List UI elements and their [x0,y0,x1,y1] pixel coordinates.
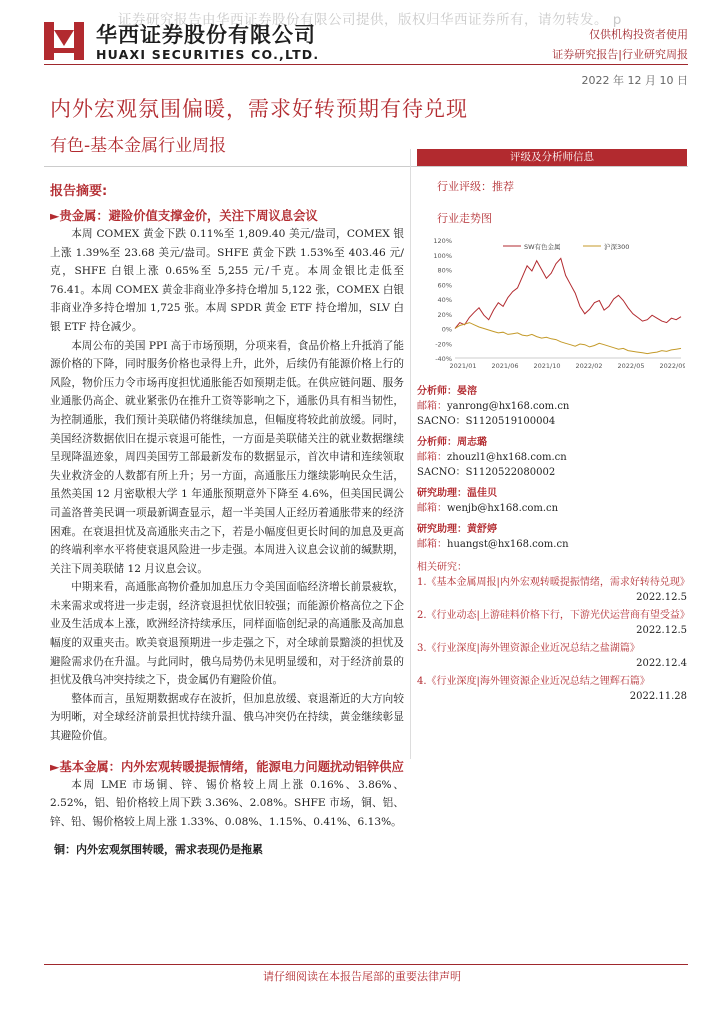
sidebar [417,149,690,707]
rating-label: 行业评级： [437,180,492,193]
x-tick-label: 2021/10 [533,362,561,370]
paragraph: 整体而言，虽短期数据或存在波折，但加息放缓、衰退渐近的大方向较为明晰，对全球经济前景担忧持续升温、俄乌冲突仍在持续，黄金继续彰显其避险价值。 [50,692,404,743]
audience-note: 仅供机构投资者使用 [589,28,688,41]
y-tick-label: 120% [433,237,452,245]
y-tick-label: 100% [433,251,452,260]
related-link[interactable]: 4.《行业深度|海外锂资源企业近况总结之锂辉石篇》 [417,676,650,687]
analyst-2: 分析师：周志璐 [417,437,487,448]
analyst-2-email: 邮箱：zhouzl1@hx168.com.cn [417,452,567,463]
related-date: 2022.12.4 [636,658,687,669]
footer-divider [44,964,688,965]
trend-chart-svg [423,230,685,378]
company-name-cn: 华西证券股份有限公司 [96,23,316,47]
section-heading-base-metals: ►基本金属：内外宏观转暖提振情绪，能源电力问题扰动铝锌供应 [50,759,404,774]
x-tick-label: 2022/09 [659,362,685,370]
rating-value: 推荐 [492,180,514,193]
assistant-2: 研究助理：黄舒婷 [417,524,497,535]
x-tick-label: 2022/05 [617,362,645,370]
y-tick-label: 80% [437,266,452,275]
related-date: 2022.12.5 [636,625,687,636]
series-line-sw [455,258,681,328]
x-tick-label: 2021/01 [449,362,477,370]
analyst-1: 分析师：晏溶 [417,386,477,397]
watermark: 证券研究报告由华西证券股份有限公司提供，版权归华西证券所有，请勿转发。 p [118,12,622,28]
column-divider [410,149,411,759]
analyst-1-sacno: SACNO：S1120519100004 [417,416,556,427]
y-tick-label: 20% [437,310,452,319]
assistant-2-email: 邮箱：huangst@hx168.com.cn [417,539,569,550]
related-research-heading: 相关研究： [417,562,467,573]
report-date: 2022 年 12 月 10 日 [581,74,688,87]
trend-chart [423,230,685,378]
paragraph: 中期来看，高通胀高物价叠加加息压力令美国面临经济增长前景疲软，未来需求或将进一步走弱，经济衰退担忧依旧较强；而能源价格高位之下企业及生活成本上涨，欧洲经济持续承压，同样面临创纪录的高通胀及高加息幅度的双重夹击。欧美衰退预期进一步走强之下，对全球前景黯淡的担忧及避险需求仍在升温。与此同时，俄乌局势仍未见明显缓和，对于经济前景的担忧及俄乌冲突持续之下，贵金属仍有避险价值。 [50,581,404,687]
paragraph: 本周 COMEX 黄金下跌 0.11%至 1,809.40 美元/盎司，COMEX 银上涨 1.39%至 23.68 美元/盎司。SHFE 黄金下跌 1.53%至 403.46 元/克，SHFE 白银上涨 0.65%至 5,255 元/千克。本周金银比走低至 76.41。本周 COMEX 黄金非商业净多持仓增加 5,122 张，COMEX 白银非商业净多持仓增加 1,725 张。本周 SPDR 黄金 ETF 持仓增加，SLV 白银 ETF 持仓减少。 [50,228,405,333]
paragraph: 本周公布的美国 PPI 高于市场预期，分项来看，食品价格上升抵消了能源价格的下降，同时服务价格也录得上升，此外，后续仍有能源价格上行的风险，物价压力令市场再度担忧通胀能否如预期走低。在供应链问题、服务业通胀仍高企、就业紧张仍在推升工资等影响之下，通胀仍具有相当韧性，为控制通胀，我们预计美联储仍将继续加息，但幅度将较此前放缓。同时，美国经济数据依旧在提示衰退可能性，一方面是美联储关注的就业数据继续呈现降温迹象，周四美国劳工部最新发布的数据显示，首次申请和连续领取失业救济金的人数都有所上升；另一方面，高通胀压力继续影响民众生活，虽然美国 12 月密歇根大学 1 年通胀预期意外下降至 4.6%，但美国民调公司盖洛普美民调一项最新调查显示，超一半美国人正经历着通胀带来的经济困难。在衰退担忧及高通胀夹击之下，若是小幅度但更长时间的加息及更高的终端利率水平将使衰退风险进一步走强。本周进入议息会议前的缄默期，关注下周美联储 12 月议息会议。 [50,339,404,575]
x-tick-label: 2021/06 [491,362,519,370]
analyst-2-sacno: SACNO：S1120522080002 [417,467,556,478]
y-tick-label: 60% [437,281,452,290]
analyst-block [417,384,687,552]
y-tick-label: 0% [441,325,452,334]
related-link[interactable]: 1.《基本金属周报|内外宏观转暖提振情绪，需求好转待兑现》 [417,577,690,588]
company-name-en: HUAXI SECURITIES CO.,LTD. [96,47,320,62]
header-divider [44,64,688,65]
related-link[interactable]: 3.《行业深度|海外锂资源企业近况总结之盐湖篇》 [417,643,640,654]
x-tick-label: 2022/02 [575,362,603,370]
y-tick-label: 40% [437,296,452,304]
legend-label: 沪深300 [604,243,630,251]
assistant-1: 研究助理：温佳贝 [417,488,497,499]
y-tick-label: -20% [435,340,452,349]
legend-label: SW有色金属 [524,243,561,251]
copper-subheading: 铜：内外宏观氛围转暖，需求表现仍是拖累 [54,843,263,857]
footer-disclaimer: 请仔细阅读在本报告尾部的重要法律声明 [263,970,461,983]
rating-bar: 评级及分析师信息 [417,149,687,166]
paragraph: 本周 LME 市场铜、锌、锡价格较上周上涨 0.16%、3.86%、2.52%，铝、铅价格较上周下跌 3.36%、2.08%。SHFE 市场，铜、铝、锌、铅、锡价格较上周上涨 1.33%、0.08%、1.15%、0.41%、6.13%。 [50,778,404,828]
summary-column [50,180,404,857]
report-title: 内外宏观氛围偏暖，需求好转预期有待兑现 [50,97,468,121]
company-logo-icon [44,22,84,60]
report-subtitle: 有色-基本金属行业周报 [50,136,227,156]
y-tick-label: -40% [435,355,452,363]
industry-rating [417,178,687,198]
analyst-1-email: 邮箱：yanrong@hx168.com.cn [417,401,570,412]
report-type: 证券研究报告|行业研究周报 [552,48,688,61]
summary-heading: 报告摘要: [50,184,108,199]
trend-chart-title: 行业走势图 [437,212,492,225]
assistant-1-email: 邮箱：wenjb@hx168.com.cn [417,503,559,514]
series-line-hs300 [455,323,681,354]
related-link[interactable]: 2.《行业动态|上游硅料价格下行，下游光伏运营商有望受益》 [417,610,690,621]
section-heading-precious-metals: ►贵金属：避险价值支撑金价，关注下周议息会议 [50,209,318,223]
related-date: 2022.12.5 [636,592,687,603]
related-date: 2022.11.28 [629,691,687,702]
